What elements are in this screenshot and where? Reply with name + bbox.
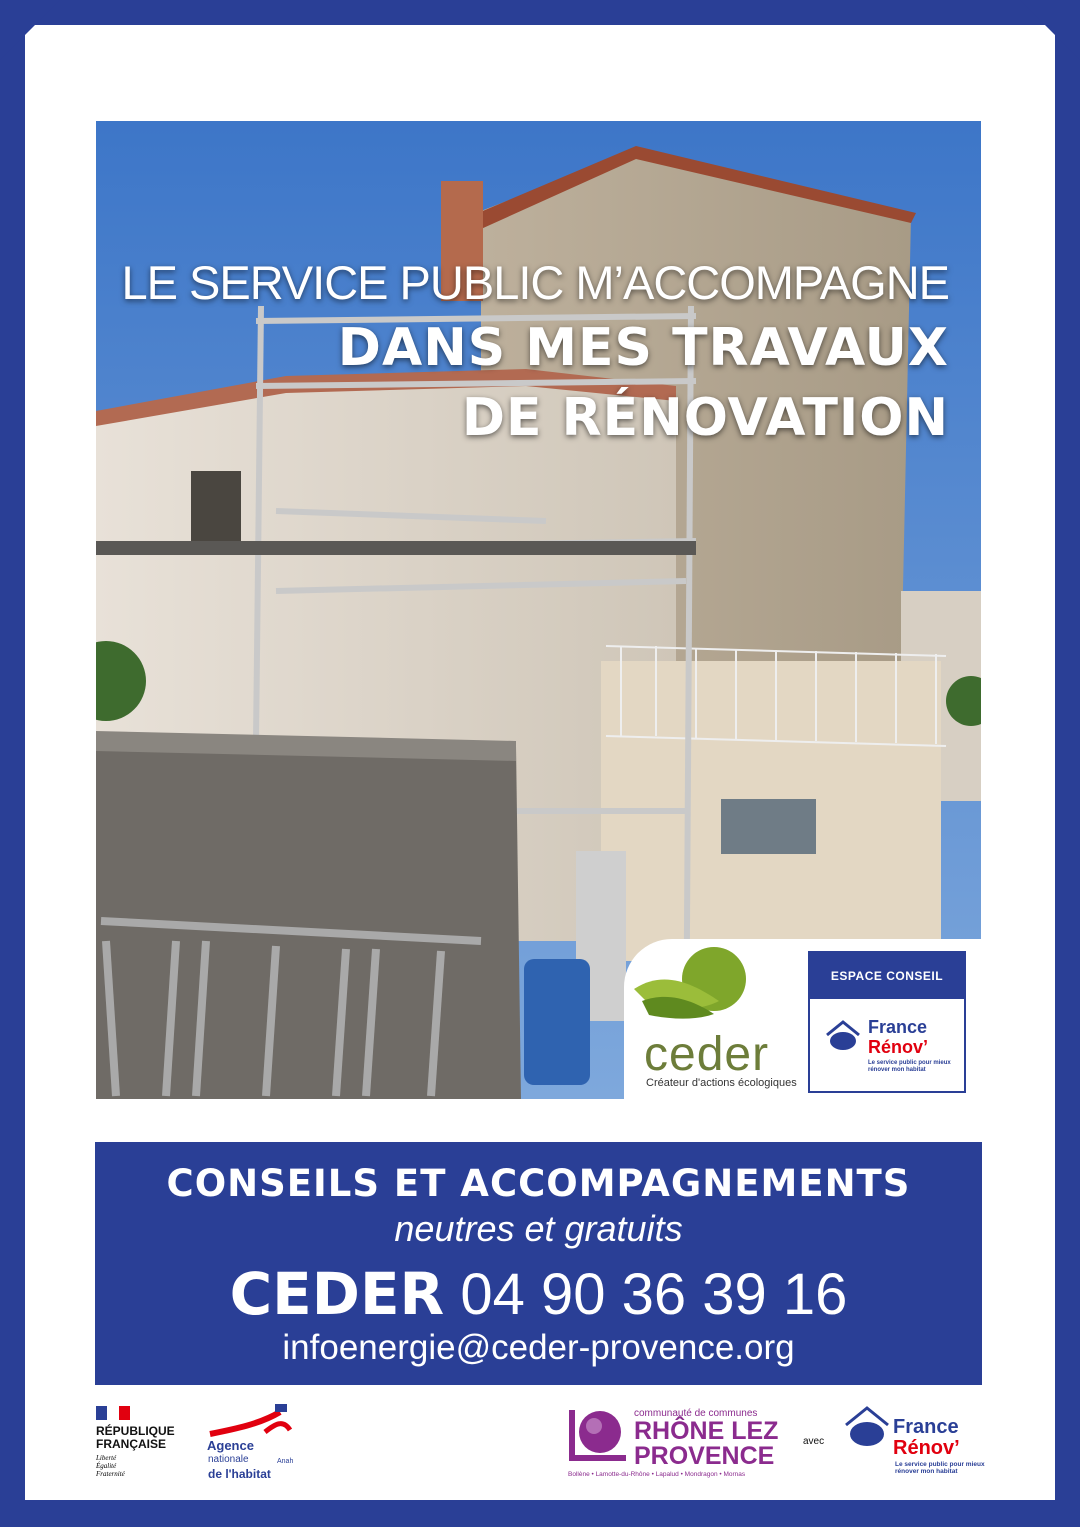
rf-line1: RÉPUBLIQUE [96, 1424, 175, 1438]
band-title: CONSEILS ET ACCOMPAGNEMENTS [166, 1162, 911, 1205]
espace-tagline1: Le service public pour mieux [868, 1060, 951, 1066]
espace-brand1: France [868, 1017, 928, 1037]
anah-logo [205, 1404, 300, 1484]
renovation-photo [96, 121, 981, 1099]
band-subtitle: neutres et gratuits [394, 1208, 683, 1249]
headline-line2: DANS MES TRAVAUX [337, 318, 949, 378]
espace-tagline2: rénover mon habitat [868, 1067, 926, 1073]
headline [121, 253, 949, 453]
ceder-tagline: Créateur d'actions écologiques [646, 1077, 797, 1089]
band-email[interactable]: infoenergie@ceder-provence.org [282, 1328, 795, 1367]
fr-footer-brand1: France [893, 1416, 959, 1438]
contact-band [95, 1142, 982, 1385]
cc-small: communauté de communes [634, 1408, 758, 1419]
devise-3: Fraternité [96, 1470, 125, 1478]
espace-conseil-header: ESPACE CONSEIL [810, 953, 964, 999]
france-renov-house-icon [843, 1405, 891, 1449]
france-renov-footer-logo [843, 1405, 983, 1480]
fr-footer-tag1: Le service public pour mieux [895, 1461, 985, 1468]
espace-conseil-badge [808, 951, 966, 1093]
anah-line1: Agence [207, 1438, 254, 1453]
cc-name2: PROVENCE [634, 1442, 775, 1470]
anah-line4: Anah [277, 1458, 294, 1465]
marianne-flag-icon [96, 1406, 130, 1420]
devise-2: Égalité [96, 1462, 117, 1470]
cc-towns: Bollène • Lamotte-du-Rhône • Lapalud • Mondragon • Mornas [568, 1471, 746, 1478]
devise-1: Liberté [96, 1454, 117, 1462]
anah-line2: nationale [208, 1454, 249, 1465]
avec-label: avec [803, 1436, 825, 1447]
anah-line3: de l'habitat [208, 1467, 271, 1481]
headline-line3: DE RÉNOVATION [461, 388, 949, 448]
headline-line1: LE SERVICE PUBLIC M’ACCOMPAGNE [121, 256, 949, 309]
band-phone[interactable] [95, 1260, 982, 1328]
france-renov-house-icon [824, 1019, 862, 1053]
rhone-lez-provence-logo [566, 1406, 796, 1486]
cc-name1: RHÔNE LEZ [634, 1417, 779, 1445]
cc-sphere-icon [566, 1406, 632, 1466]
fr-footer-brand2: Rénov’ [893, 1437, 960, 1459]
phone-number: 04 90 36 39 16 [460, 1262, 848, 1327]
republique-francaise-logo [96, 1406, 175, 1478]
espace-brand2: Rénov’ [868, 1037, 929, 1057]
ceder-wordmark: ceder [644, 1028, 770, 1081]
phone-label: CEDER [229, 1260, 445, 1328]
rf-line2: FRANÇAISE [96, 1437, 167, 1451]
fr-footer-tag2: rénover mon habitat [895, 1468, 958, 1475]
